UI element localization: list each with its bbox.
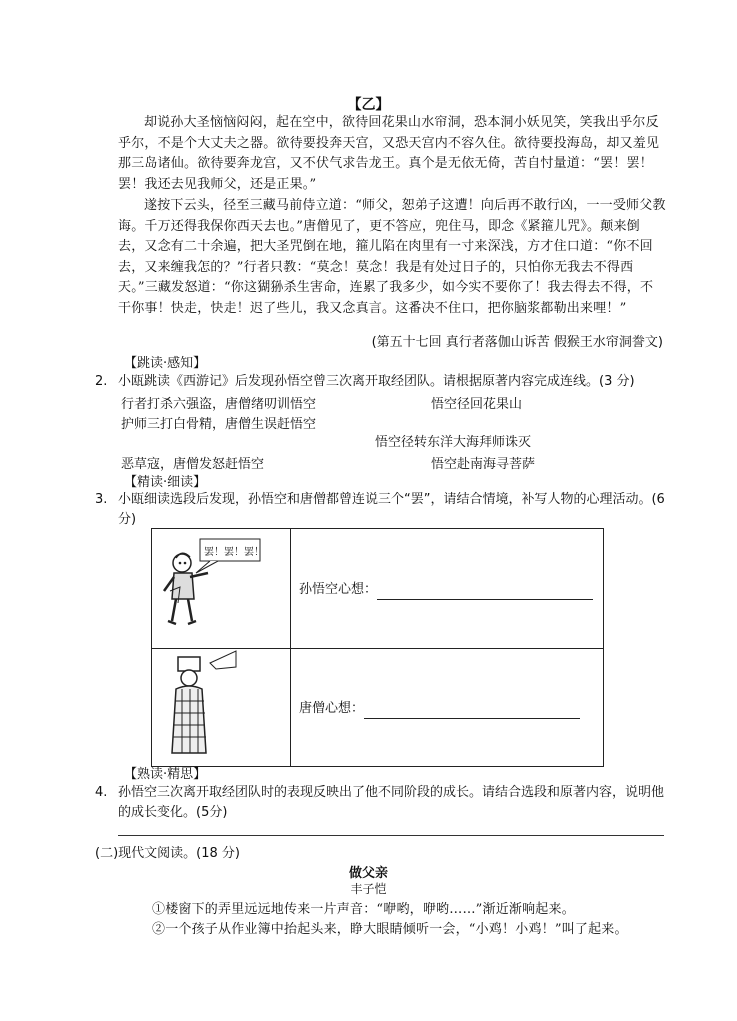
tangseng-answer-label: 唐僧心想： <box>299 700 365 716</box>
q4-number: 4. <box>95 785 108 800</box>
q3-answer-table <box>151 528 604 767</box>
q2-left-item-1[interactable]: 行者打杀六强盗，唐僧绪叨训悟空 <box>121 397 317 412</box>
wukong-answer-label: 孙悟空心想： <box>299 581 378 597</box>
q2-right-item-3[interactable]: 悟空赴南海寻菩萨 <box>431 457 536 472</box>
q2-right-item-2[interactable]: 悟空径转东洋大海拜师诛灭 <box>375 435 532 450</box>
q2-left-item-2[interactable]: 护师三打白骨精，唐僧生误赶悟空 <box>121 417 317 432</box>
tangseng-answer-field[interactable] <box>364 706 580 719</box>
divider <box>118 835 664 836</box>
speech-bubble-text: 罢！罢！罢！ <box>204 547 264 558</box>
q3-question: 小瓯细读选段后发现，孙悟空和唐僧都曾连说三个“罢”，请结合情境，补写人物的心理活动。(6分) <box>118 492 665 527</box>
passage-paragraph-2: 遂按下云头，径至三藏马前侍立道：“师父，恕弟子这遭！向后再不敢行凶，一一受师父教诲。千万还得我保你西天去也。”唐僧见了，更不答应，兜住马，即念《紧箍儿咒》。颠来倒去，又念有二十余遍，把大圣咒倒在地，箍儿陷在肉里有一寸来深浅，方才住口道：“你不回去，又来缠我怎的？”行者只教：“莫念！莫念！我是有处过日子的，只怕你无我去不得西天。”三藏发怒道：“你这猢狲杀生害命，连累了我多少，如今实不要你了！我去得去不得，不干你事！快走，快走！迟了些儿，我又念真言。这番决不住口，把你脑浆都勒出来哩！” <box>118 198 666 316</box>
passage-paragraph-1: 却说孙大圣恼恼闷闷，起在空中，欲待回花果山水帘洞，恐本洞小妖见笑，笑我出乎尔反乎尔，不是个大丈夫之器。欲待要投奔天宫，又恐天宫内不容久住。欲待要投海岛，却又羞见那三岛诸仙。欲待要奔龙宫，又不伏气求告龙王。真个是无依无倚，苦自忖量道：“罢！罢！罢！我还去见我师父，还是正果。” <box>118 115 660 192</box>
essay-author: 丰子恺 <box>350 882 387 896</box>
q2-question: 小瓯跳读《西游记》后发现孙悟空曾三次离开取经团队。请根据原著内容完成连线。(3 分) <box>118 374 635 389</box>
q2-number: 2. <box>95 374 108 389</box>
wukong-answer-field[interactable] <box>377 587 593 600</box>
essay-line-2: ②一个孩子从作业簿中抬起头来，睁大眼睛倾听一会，“小鸡！小鸡！”叫了起来。 <box>152 922 628 937</box>
tang-monk-illustration <box>152 649 290 762</box>
wukong-illustration-cell <box>152 529 291 649</box>
essay-line-1: ①楼窗下的弄里远远地传来一片声音：“咿哟，咿哟……”渐近渐响起来。 <box>152 902 575 917</box>
q3-number: 3. <box>95 492 108 507</box>
part2-heading: (二)现代文阅读。(18 分) <box>95 846 240 861</box>
q2-right-item-1[interactable]: 悟空径回花果山 <box>431 397 523 412</box>
q4-question: 孙悟空三次离开取经团队时的表现反映出了他不同阶段的成长。请结合选段和原著内容，说明他的成长变化。(5分) <box>118 785 665 820</box>
q2-left-item-3[interactable]: 恶草寇，唐僧发怒赶悟空 <box>121 457 265 472</box>
passage-source: (第五十七回 真行者落伽山诉苦 假猴王水帘洞誊文) <box>371 335 663 350</box>
wukong-answer-cell <box>291 529 604 649</box>
tangseng-illustration-cell <box>152 649 291 767</box>
q3-section-label: 【精读·细读】 <box>124 475 207 490</box>
tangseng-answer-cell <box>291 649 604 767</box>
passage-heading: 【乙】 <box>347 97 390 113</box>
q4-section-label: 【熟读·精思】 <box>124 767 207 782</box>
essay-title: 做父亲 <box>348 866 388 881</box>
q2-section-label: 【跳读·感知】 <box>124 356 207 371</box>
